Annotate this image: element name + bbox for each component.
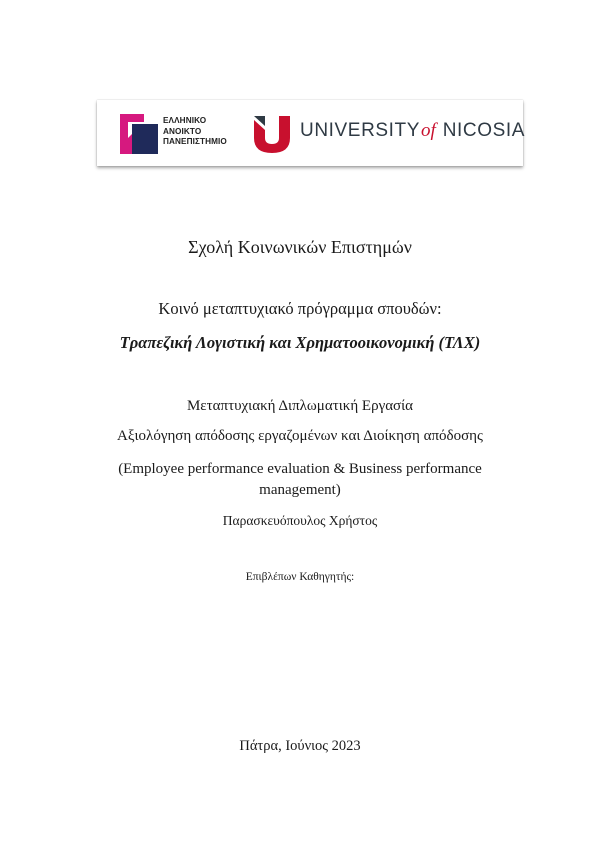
thesis-title-greek: Αξιολόγηση απόδοσης εργαζομένων και Διοίκηση απόδοσης	[117, 428, 483, 444]
school-name: Σχολή Κοινωνικών Επιστημών	[188, 237, 412, 257]
logo-banner	[97, 100, 526, 166]
eap-logo-text	[163, 116, 227, 148]
thesis-type: Μεταπτυχιακή Διπλωματική Εργασία	[186, 398, 414, 414]
eap-logo-line-2: ΑΝΟΙΚΤΟ	[163, 126, 202, 136]
eap-logo-line-3: ΠΑΝΕΠΙΣΤΗΜΙΟ	[163, 137, 227, 146]
wordmark-university: UNIVERSITY	[300, 120, 421, 141]
thesis-title-english: (Employee performance evaluation & Business performance management)	[118, 461, 482, 498]
author-name: Παρασκευόπουλος Χρήστος	[222, 513, 378, 528]
wordmark-nicosia: NICOSIA	[442, 120, 526, 141]
program-title: Τραπεζική Λογιστική και Χρηματοοικονομική (ΤΛΧ)	[119, 333, 481, 352]
eap-logo-icon	[114, 110, 162, 158]
university-of-nicosia-logo-icon	[252, 114, 292, 154]
eap-logo-line-1: ΕΛΛΗΝΙΚΟ	[163, 116, 207, 125]
wordmark-of: of	[421, 120, 436, 141]
place-date: Πάτρα, Ιούνιος 2023	[239, 738, 361, 754]
supervisor-label: Επιβλέπων Καθηγητής:	[245, 571, 355, 583]
university-of-nicosia-wordmark	[300, 120, 525, 142]
program-label: Κοινό μεταπτυχιακό πρόγραμμα σπουδών:	[158, 299, 442, 318]
